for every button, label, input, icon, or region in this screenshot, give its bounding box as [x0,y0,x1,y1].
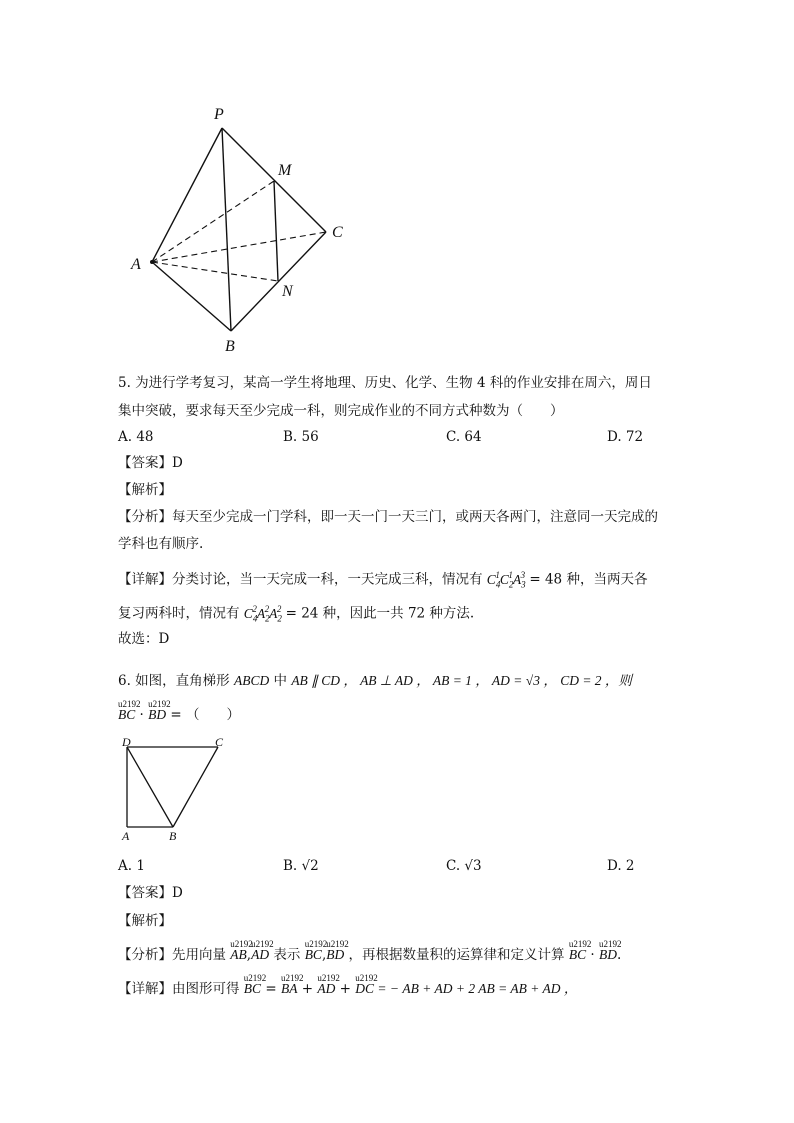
q5-option-b: B. 56 [283,429,319,445]
label-C: C [332,224,343,241]
q6-option-b: B. √2 [283,858,319,874]
q6-vector-BC-4: u2192 BC [244,980,261,998]
q6-option-d: D. 2 [607,858,635,874]
q6-vector-BC: u2192 BC [118,706,135,724]
q6-answer: 【答案】D [118,885,183,901]
q6-vector-AD: u2192 AD [251,946,269,964]
q6-vector-BC-2: u2192 BC [305,946,322,964]
q6-vector-BD: u2192 BD [148,706,166,724]
dashed-AC [152,232,326,262]
label-P: P [214,106,224,123]
q6-fenxi: 【分析】先用向量 u2192 AB,u2192 AD 表示 u2192 BC,u2192 BD ，再根据数量积的运算律和定义计算 u2192 BC · u2192 BD. [118,946,621,964]
q6-stem-mid: 中 [269,673,292,689]
q6-vector-AD-2: u2192 AD [317,980,335,998]
q6-stem-prefix: 6. 如图，直角梯形 [118,673,234,689]
edge-AB [152,262,231,331]
q5-formula-2: $C_4^2A_2^2A_2^2$ [243,604,282,624]
q5-xiangjie-line2-text: 复习两科时，情况有 [118,605,244,622]
q5-option-d: D. 72 [607,429,644,445]
edge-BC [173,747,218,827]
label-A: A [131,256,141,273]
q5-option-c: C. 64 [446,429,482,445]
q5-analysis-heading: 【解析】 [118,482,172,498]
q5-fenxi-line1: 【分析】每天至少完成一门学科，即一天一门一天三门，或两天各两门，注意同一天完成的 [118,509,658,525]
q5-answer: 【答案】D [118,455,183,471]
dashed-AM [152,181,274,262]
tetrahedron-figure [120,100,360,360]
q6-xiangjie-prefix: 【详解】由图形可得 [118,981,244,997]
q6-vector-BC-3: u2192 BC [569,946,586,964]
q6-fenxi-mid: 表示 [269,947,305,963]
q6-option-c: C. √3 [446,858,482,874]
q5-formula-1: $C_4^1C_2^1A_3^3$ [486,570,526,590]
label-A2: A [122,829,130,843]
edge-PA [152,128,222,262]
q5-xiangjie-line1-text: 【详解】分类讨论，当一天完成一科，一天完成三科，情况有 [118,571,487,588]
label-B: B [225,338,235,355]
q5-xiangjie-line2-tail: = 24 种，因此一共 72 种方法. [281,605,475,622]
q6-vector-BD-3: u2192 BD [599,946,617,964]
q6-vector-BA: u2192 BA [281,980,298,998]
label-N: N [282,283,293,300]
diagonal-DB [127,747,173,827]
edge-PC [222,128,326,232]
q6-stem-tail: = （ ） [166,707,241,723]
q6-stem-line1 [118,672,632,690]
edge-MN [274,181,278,281]
label-M: M [278,162,292,179]
q6-stem-relations: AB ∥ CD ， AB ⊥ AD ， AB = 1 ， AD = √3 ， CD = 2 ，则 [291,673,632,688]
q6-xiangjie: 【详解】由图形可得 u2192 BC = u2192 BA + u2192 AD + u2192 DC = − AB + AD + 2 AB = AB + AD ， [118,980,577,998]
edge-BC [231,232,326,331]
q5-option-a: A. 48 [118,429,154,445]
q6-trapezoid-name: ABCD [233,673,270,688]
label-D: D [122,735,131,749]
trapezoid-figure [115,735,235,840]
q5-stem-line2: 集中突破，要求每天至少完成一科，则完成作业的不同方式种数为（ ） [118,403,564,419]
q5-xiangjie-line1-tail: = 48 种，当两天各 [525,571,648,588]
q6-xiangjie-equation: = − AB + AD + 2 AB = AB + AD ， [374,981,578,996]
q6-vector-DC: u2192 DC [355,980,374,998]
q5-stem-line1: 5. 为进行学考复习，某高一学生将地理、历史、化学、生物 4 科的作业安排在周六，周日 [118,375,652,391]
q6-vector-BD-2: u2192 BD [326,946,344,964]
q6-stem-line2: u2192 BC · u2192 BD = （ ） [118,706,240,724]
label-C2: C [215,735,224,749]
q6-option-a: A. 1 [118,858,145,874]
q6-fenxi-prefix: 【分析】先用向量 [118,947,231,963]
q6-vector-AB: u2192 AB [230,946,247,964]
q5-xiangjie-line1 [118,566,647,593]
q5-fenxi-line2: 学科也有顺序. [118,536,204,552]
q6-analysis-heading: 【解析】 [118,913,172,929]
label-B2: B [169,829,177,843]
q5-xiangjie-line2 [118,600,474,627]
q6-fenxi-tail: ，再根据数量积的运算律和定义计算 [344,947,569,963]
edge-PB [222,128,231,331]
q5-conclusion: 故选：D [118,631,170,647]
